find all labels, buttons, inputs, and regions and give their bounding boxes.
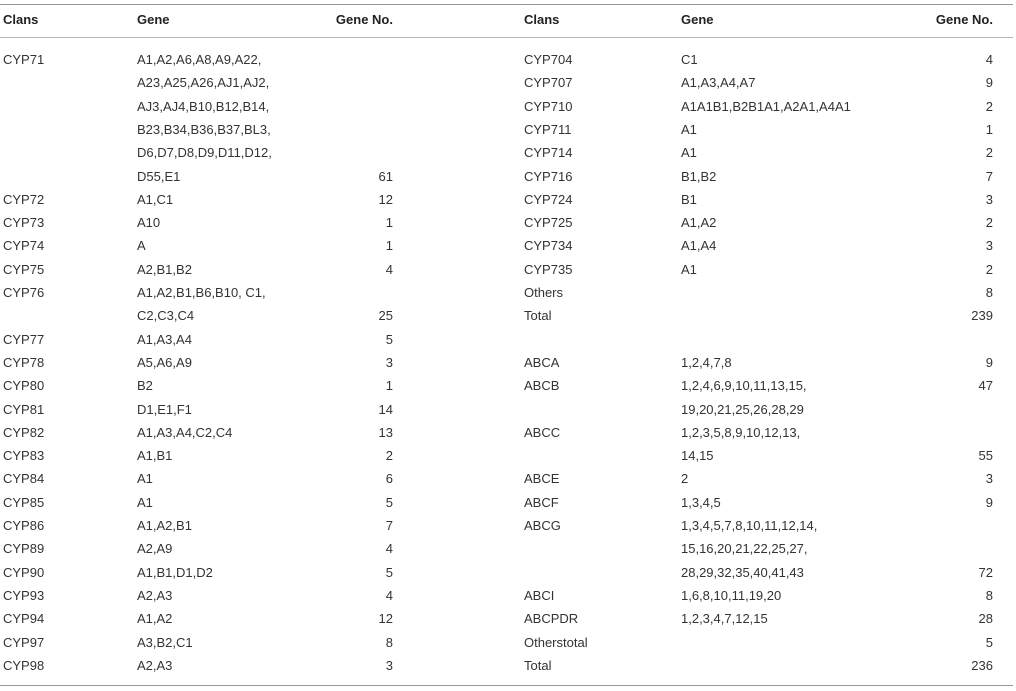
clan-cell: CYP710 xyxy=(524,99,573,114)
gene-cell: A1,A2 xyxy=(137,611,173,626)
gene-cell: A3,B2,C1 xyxy=(137,635,193,650)
gene-no-cell: 4 xyxy=(985,52,993,67)
gene-no-cell: 1 xyxy=(985,122,993,137)
gene-cell: 2 xyxy=(681,471,689,486)
clan-cell: CYP714 xyxy=(524,145,573,160)
gene-no-cell: 239 xyxy=(971,308,993,323)
clan-cell: CYP83 xyxy=(3,448,45,463)
gene-no-cell: 2 xyxy=(985,215,993,230)
table-row xyxy=(0,71,1016,94)
gene-cell: A1,A2,B1 xyxy=(137,518,192,533)
gene-no-cell: 236 xyxy=(971,658,993,673)
gene-cell: 19,20,21,25,26,28,29 xyxy=(681,402,804,417)
clan-cell: CYP734 xyxy=(524,238,573,253)
table-row xyxy=(0,584,1016,607)
gene-cell: A1,A2,A6,A8,A9,A22, xyxy=(137,52,262,67)
gene-cell: D55,E1 xyxy=(137,169,181,184)
clan-cell: ABCE xyxy=(524,471,560,486)
header-gene-no-right: Gene No. xyxy=(935,12,993,27)
gene-cell: 1,2,3,5,8,9,10,12,13, xyxy=(681,425,801,440)
gene-no-cell: 5 xyxy=(385,495,393,510)
table-row xyxy=(0,234,1016,257)
gene-no-cell: 7 xyxy=(985,169,993,184)
gene-no-cell: 28 xyxy=(978,611,993,626)
table-row xyxy=(0,631,1016,654)
gene-no-cell: 25 xyxy=(378,308,393,323)
gene-cell: A2,A3 xyxy=(137,658,173,673)
gene-cell: A23,A25,A26,AJ1,AJ2, xyxy=(137,75,270,90)
gene-no-cell: 3 xyxy=(985,238,993,253)
table-row xyxy=(0,444,1016,467)
gene-cell: A1,A3,A4,A7 xyxy=(681,75,756,90)
gene-no-cell: 9 xyxy=(985,355,993,370)
clan-cell: CYP73 xyxy=(3,215,45,230)
clan-cell: CYP704 xyxy=(524,52,573,67)
clan-cell: CYP724 xyxy=(524,192,573,207)
clan-cell: CYP80 xyxy=(3,378,45,393)
table-row xyxy=(0,491,1016,514)
table-row xyxy=(0,654,1016,677)
gene-cell: A1,C1 xyxy=(137,192,174,207)
gene-no-cell: 2 xyxy=(985,145,993,160)
gene-cell: A1 xyxy=(137,495,153,510)
clan-cell: CYP711 xyxy=(524,122,572,137)
clan-cell: CYP82 xyxy=(3,425,45,440)
table-row xyxy=(0,537,1016,560)
table-row xyxy=(0,188,1016,211)
gene-cell: A1A1B1,B2B1A1,A2A1,A4A1 xyxy=(681,99,851,114)
clan-cell: CYP97 xyxy=(3,635,45,650)
table-row xyxy=(0,398,1016,421)
clan-cell: CYP72 xyxy=(3,192,45,207)
gene-no-cell: 13 xyxy=(378,425,393,440)
table-row xyxy=(0,607,1016,630)
gene-cell: A2,A3 xyxy=(137,588,173,603)
gene-no-cell: 1 xyxy=(385,238,393,253)
gene-no-cell: 5 xyxy=(385,565,393,580)
clan-cell: ABCPDR xyxy=(524,611,579,626)
gene-cell: A xyxy=(137,238,146,253)
clan-cell: CYP725 xyxy=(524,215,573,230)
gene-cell: A2,B1,B2 xyxy=(137,262,192,277)
gene-no-cell: 4 xyxy=(385,262,393,277)
gene-no-cell: 12 xyxy=(378,611,393,626)
table-row xyxy=(0,561,1016,584)
gene-cell: D1,E1,F1 xyxy=(137,402,192,417)
table-row xyxy=(0,165,1016,188)
gene-cell: 14,15 xyxy=(681,448,714,463)
clan-cell: ABCF xyxy=(524,495,559,510)
table-row xyxy=(0,514,1016,537)
table-row xyxy=(0,328,1016,351)
clan-cell: CYP84 xyxy=(3,471,45,486)
table-row xyxy=(0,48,1016,71)
gene-no-cell: 2 xyxy=(385,448,393,463)
gene-cell: 15,16,20,21,22,25,27, xyxy=(681,541,808,556)
gene-no-cell: 8 xyxy=(985,285,993,300)
gene-cell: C2,C3,C4 xyxy=(137,308,195,323)
gene-cell: A1,B1 xyxy=(137,448,173,463)
gene-no-cell: 61 xyxy=(378,169,393,184)
gene-no-cell: 1 xyxy=(385,215,393,230)
clan-cell: ABCI xyxy=(524,588,555,603)
clan-cell: CYP81 xyxy=(3,402,45,417)
gene-cell: A1,A3,A4,C2,C4 xyxy=(137,425,233,440)
gene-no-cell: 3 xyxy=(385,658,393,673)
gene-cell: A1 xyxy=(137,471,153,486)
gene-cell: B1 xyxy=(681,192,697,207)
clan-cell: CYP94 xyxy=(3,611,45,626)
table-top-rule xyxy=(0,4,1013,5)
gene-cell: A1,A4 xyxy=(681,238,717,253)
gene-no-cell: 2 xyxy=(985,262,993,277)
table-row xyxy=(0,281,1016,304)
gene-cell: A1 xyxy=(681,262,697,277)
gene-no-cell: 3 xyxy=(385,355,393,370)
gene-no-cell: 7 xyxy=(385,518,393,533)
header-rule xyxy=(0,37,1013,38)
gene-cell: 1,2,4,6,9,10,11,13,15, xyxy=(681,378,807,393)
gene-cell: 1,2,3,4,7,12,15 xyxy=(681,611,768,626)
gene-cell: A10 xyxy=(137,215,161,230)
gene-cell: A2,A9 xyxy=(137,541,173,556)
gene-cell: B23,B34,B36,B37,BL3, xyxy=(137,122,271,137)
table-row xyxy=(0,467,1016,490)
table-row xyxy=(0,304,1016,327)
gene-cell: A1,A3,A4 xyxy=(137,332,192,347)
gene-no-cell: 3 xyxy=(985,471,993,486)
gene-cell: A1 xyxy=(681,145,697,160)
table-row xyxy=(0,258,1016,281)
gene-no-cell: 3 xyxy=(985,192,993,207)
gene-cell: B2 xyxy=(137,378,153,393)
gene-cell: A5,A6,A9 xyxy=(137,355,192,370)
gene-cell: A1,B1,D1,D2 xyxy=(137,565,213,580)
clan-cell: CYP716 xyxy=(524,169,573,184)
gene-no-cell: 9 xyxy=(985,75,993,90)
clan-cell: CYP98 xyxy=(3,658,45,673)
clan-cell: ABCC xyxy=(524,425,561,440)
gene-no-cell: 9 xyxy=(985,495,993,510)
gene-no-cell: 4 xyxy=(385,588,393,603)
table-row xyxy=(0,141,1016,164)
gene-no-cell: 8 xyxy=(385,635,393,650)
table-bottom-rule xyxy=(0,685,1013,686)
clan-cell: Others xyxy=(524,285,564,300)
header-clans-right: Clans xyxy=(524,12,560,27)
gene-cell: 1,2,4,7,8 xyxy=(681,355,732,370)
table-row xyxy=(0,351,1016,374)
clan-cell: CYP78 xyxy=(3,355,45,370)
gene-cell: AJ3,AJ4,B10,B12,B14, xyxy=(137,99,270,114)
gene-no-cell: 1 xyxy=(385,378,393,393)
gene-no-cell: 5 xyxy=(985,635,993,650)
clan-cell: CYP86 xyxy=(3,518,45,533)
table-row xyxy=(0,211,1016,234)
gene-cell: 28,29,32,35,40,41,43 xyxy=(681,565,804,580)
clan-cell: CYP75 xyxy=(3,262,45,277)
clan-cell: ABCG xyxy=(524,518,561,533)
clan-cell: ABCA xyxy=(524,355,560,370)
table-row xyxy=(0,118,1016,141)
gene-cell: B1,B2 xyxy=(681,169,717,184)
header-gene-right: Gene xyxy=(681,12,714,27)
clan-cell: Total xyxy=(524,308,552,323)
clan-cell: CYP74 xyxy=(3,238,45,253)
gene-cell: C1 xyxy=(681,52,698,67)
table-row xyxy=(0,421,1016,444)
clan-cell: CYP85 xyxy=(3,495,45,510)
clan-cell: CYP93 xyxy=(3,588,45,603)
gene-no-cell: 72 xyxy=(978,565,993,580)
header-gene-no-left: Gene No. xyxy=(335,12,393,27)
gene-no-cell: 5 xyxy=(385,332,393,347)
gene-no-cell: 14 xyxy=(378,402,393,417)
clan-cell: CYP89 xyxy=(3,541,45,556)
gene-cell: A1 xyxy=(681,122,697,137)
gene-no-cell: 4 xyxy=(385,541,393,556)
clan-cell: Otherstotal xyxy=(524,635,588,650)
gene-cell: 1,6,8,10,11,19,20 xyxy=(681,588,782,603)
gene-no-cell: 12 xyxy=(378,192,393,207)
gene-cell: 1,3,4,5 xyxy=(681,495,721,510)
clan-cell: CYP77 xyxy=(3,332,45,347)
gene-no-cell: 8 xyxy=(985,588,993,603)
gene-no-cell: 2 xyxy=(985,99,993,114)
gene-no-cell: 47 xyxy=(978,378,993,393)
clan-cell: ABCB xyxy=(524,378,560,393)
header-clans-left: Clans xyxy=(3,12,39,27)
clan-cell: Total xyxy=(524,658,552,673)
table-row xyxy=(0,95,1016,118)
clan-cell: CYP707 xyxy=(524,75,573,90)
gene-cell: A1,A2 xyxy=(681,215,717,230)
header-gene-left: Gene xyxy=(137,12,170,27)
clan-cell: CYP76 xyxy=(3,285,45,300)
clan-cell: CYP71 xyxy=(3,52,45,67)
table-row xyxy=(0,374,1016,397)
gene-cell: 1,3,4,5,7,8,10,11,12,14, xyxy=(681,518,818,533)
gene-cell: D6,D7,D8,D9,D11,D12, xyxy=(137,145,272,160)
gene-cell: A1,A2,B1,B6,B10, C1, xyxy=(137,285,266,300)
clan-cell: CYP90 xyxy=(3,565,45,580)
clan-cell: CYP735 xyxy=(524,262,573,277)
gene-no-cell: 6 xyxy=(385,471,393,486)
gene-no-cell: 55 xyxy=(978,448,993,463)
